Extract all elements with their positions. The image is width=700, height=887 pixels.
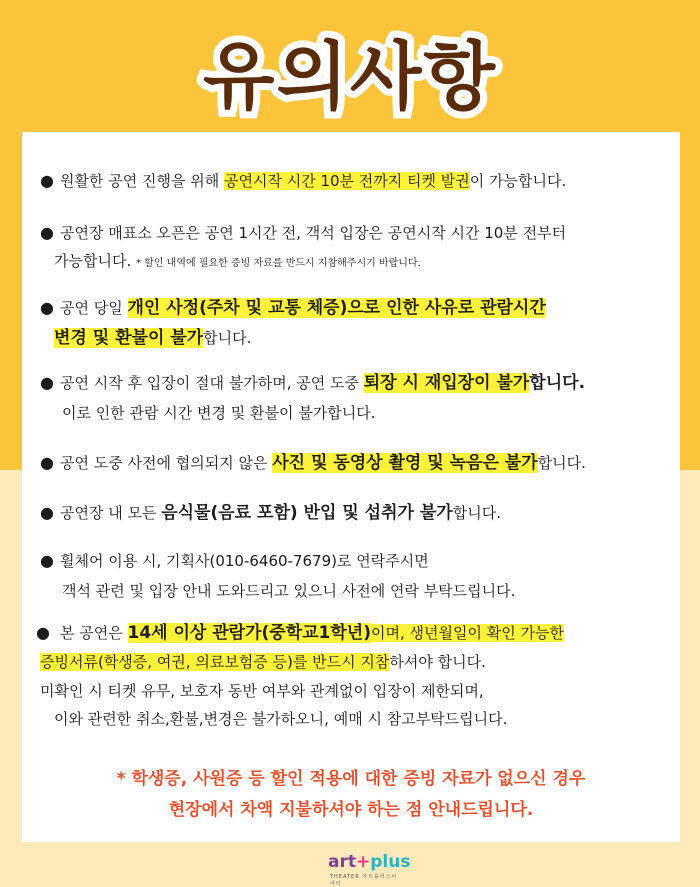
bullet-icon: ● — [40, 503, 54, 522]
notice-line — [60, 170, 566, 192]
notice-text: 공연 도중 사전에 협의되지 않은 — [60, 454, 273, 472]
notice-text: 합니다. — [537, 454, 586, 472]
highlighted-text: 공연시작 시간 10분 전까지 티켓 발권 — [223, 172, 470, 190]
notice-text: 객석 관련 및 입장 안내 도와드리고 있으니 사전에 연락 부탁드립니다. — [62, 582, 516, 600]
artplus-logo — [300, 852, 411, 887]
page-title: 유의사항 — [203, 34, 497, 120]
highlighted-text: 퇴장 시 재입장이 불가 — [363, 373, 530, 393]
highlighted-text: 증빙서류(학생증, 여권, 의료보험증 등)를 반드시 지참 — [40, 653, 390, 671]
notice-text: 공연 당일 — [60, 299, 128, 317]
notice-text: 공연 시작 후 입장이 절대 불가하며, 공연 도중 — [60, 374, 364, 392]
logo-subtitle: THEATER 아트플러스씨어터 — [330, 874, 398, 887]
bullet-icon: ● — [40, 551, 54, 570]
notice-line — [60, 372, 585, 394]
notice-text: 이와 관련한 취소,환불,변경은 불가하오니, 예매 시 참고부탁드립니다. — [54, 710, 508, 728]
notice-text: 합니다. — [452, 504, 501, 522]
highlighted-text: 이며, 생년월일이 확인 가능한 — [371, 624, 564, 642]
bullet-icon: ● — [40, 171, 54, 190]
notice-text: 원활한 공연 진행을 위해 — [60, 172, 224, 190]
logo-part-plus-sign: + — [355, 852, 371, 872]
logo-part-art: art — [328, 852, 356, 872]
discount-note-line-2: 현장에서 차액 지불하셔야 하는 점 안내드립니다. — [168, 800, 534, 820]
bullet-icon: ● — [40, 223, 54, 242]
notice-text: 본 공연은 — [60, 624, 128, 642]
notice-card — [22, 132, 680, 842]
notice-line — [60, 622, 564, 644]
notice-line — [40, 651, 486, 673]
notice-line — [62, 402, 375, 424]
bullet-icon: ● — [40, 453, 54, 472]
notice-text: 합니다. — [203, 329, 252, 347]
notice-text: 미확인 시 티켓 유무, 보호자 동반 여부와 관계없이 입장이 제한되며, — [40, 682, 484, 700]
notice-line — [54, 327, 251, 349]
highlighted-text: 개인 사정(주차 및 교통 체증)으로 인한 사유로 관람시간 — [127, 298, 546, 318]
notice-line — [60, 222, 566, 244]
bullet-icon: ● — [36, 623, 50, 642]
notice-line — [60, 452, 586, 474]
notice-line — [62, 580, 515, 602]
logo-wordmark — [328, 852, 410, 872]
notice-text: 휠체어 이용 시, 기획사(010-6460-7679)로 연락주시면 — [60, 552, 429, 570]
notice-text: 공연장 내 모든 — [60, 504, 162, 522]
bullet-icon: ● — [40, 373, 54, 392]
highlighted-text: 14세 이상 관람가(중학교1학년) — [127, 623, 372, 643]
notice-text: 하셔야 합니다. — [389, 653, 486, 671]
notice-text: 음식물(음료 포함) 반입 및 섭취가 불가 — [161, 503, 453, 523]
notice-line — [40, 680, 484, 702]
notice-text: 가능합니다. — [54, 252, 136, 270]
notice-text: 이 가능합니다. — [469, 172, 567, 190]
notice-line — [54, 708, 507, 730]
notice-line — [60, 502, 501, 524]
discount-note-line-1: * 학생증, 사원증 등 할인 적용에 대한 증빙 자료가 없으신 경우 — [116, 769, 586, 789]
notice-text: 합니다. — [529, 373, 586, 393]
logo-part-plus: plus — [370, 852, 411, 872]
highlighted-text: 사진 및 동영상 촬영 및 녹음은 불가 — [272, 453, 538, 473]
notice-line — [60, 297, 546, 319]
notice-line — [54, 250, 421, 275]
notice-text: 이로 인한 관람 시간 변경 및 환불이 불가합니다. — [62, 404, 376, 422]
notice-text: 공연장 매표소 오픈은 공연 1시간 전, 객석 입장은 공연시작 시간 10분 전부터 — [60, 224, 567, 242]
highlighted-text: 변경 및 환불이 불가 — [54, 328, 204, 348]
notice-line — [60, 550, 429, 572]
notice-text: * 할인 내역에 필요한 증빙 자료를 반드시 지참해주시기 바랍니다. — [136, 258, 421, 269]
bullet-icon: ● — [40, 298, 54, 317]
